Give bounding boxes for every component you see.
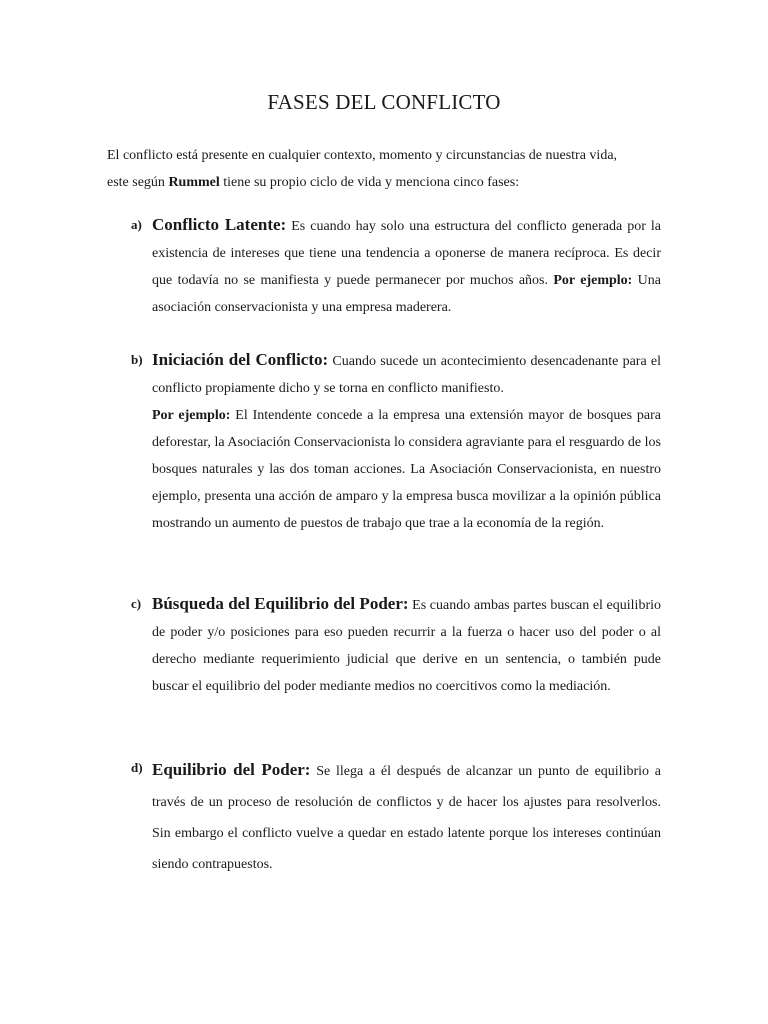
item-marker: c) <box>131 596 142 611</box>
item-marker: b) <box>131 352 143 367</box>
page-title: FASES DEL CONFLICTO <box>267 90 501 114</box>
example-text: Una asociación conservacionista y una empresa maderera. <box>152 273 662 315</box>
example-label: Por ejemplo: <box>152 408 231 423</box>
item-marker: a) <box>131 217 142 232</box>
item-body <box>152 211 661 321</box>
item-paragraph <box>152 346 661 402</box>
item-marker: d) <box>131 760 143 775</box>
phase-item-latent <box>131 211 661 321</box>
item-text: Se llega a él después de alcanzar un punto de equilibrio a través de un proceso de resolución de conflictos y de hacer los ajustes para resolverlos. Sin embargo el conflicto vuelve a quedar en estado latente porque los intereses continúan siendo contrapuestos. <box>152 764 661 872</box>
item-heading: Búsqueda del Equilibrio del Poder: <box>152 594 409 613</box>
example-paragraph <box>152 402 661 537</box>
intro-line-1: El conflicto está presente en cualquier contexto, momento y circunstancias de nuestra vida, <box>107 148 618 163</box>
intro-author: Rummel <box>168 175 220 190</box>
intro-paragraph <box>107 142 667 196</box>
item-text: Es cuando ambas partes buscan el equilibrio de poder y/o posiciones para eso pueden recurrir a la fuerza o hacer uso del poder o al derecho mediante requerimiento judicial que derive en un sentencia, o también pude buscar el equilibrio del poder mediante medios no coercitivos como la mediación. <box>152 598 661 694</box>
phase-item-initiation <box>131 346 661 537</box>
phase-item-power-search <box>131 590 661 700</box>
item-text: Cuando sucede un acontecimiento desencadenante para el conflicto propiamente dicho y se torna en conflicto manifiesto. <box>152 354 662 396</box>
example-text: El Intendente concede a la empresa una extensión mayor de bosques para deforestar, la Asociación Conservacionista lo considera agraviante para el resguardo de los bosques naturales y las dos toman acciones. La Asociación Conservacionista, en nuestro ejemplo, presenta una acción de amparo y la empresa busca movilizar a la opinión pública mostrando un aumento de puestos de trabajo que trae a la economía de la región. <box>152 408 661 531</box>
example-label: Por ejemplo: <box>553 273 633 288</box>
item-text: Es cuando hay solo una estructura del conflicto generada por la existencia de intereses que tiene una tendencia a oponerse de manera recíproca. Es decir que todavía no se manifiesta y puede permanecer por muchos años. <box>152 219 661 288</box>
item-heading: Conflicto Latente: <box>152 215 287 234</box>
intro-text: este según <box>107 175 169 190</box>
item-body <box>152 754 661 880</box>
item-body <box>152 346 661 537</box>
phase-item-power-balance <box>131 754 661 880</box>
item-heading: Equilibrio del Poder: <box>152 760 311 779</box>
intro-text-end: tiene su propio ciclo de vida y menciona cinco fases: <box>219 175 520 190</box>
item-heading: Iniciación del Conflicto: <box>152 350 329 369</box>
item-body <box>152 590 661 700</box>
